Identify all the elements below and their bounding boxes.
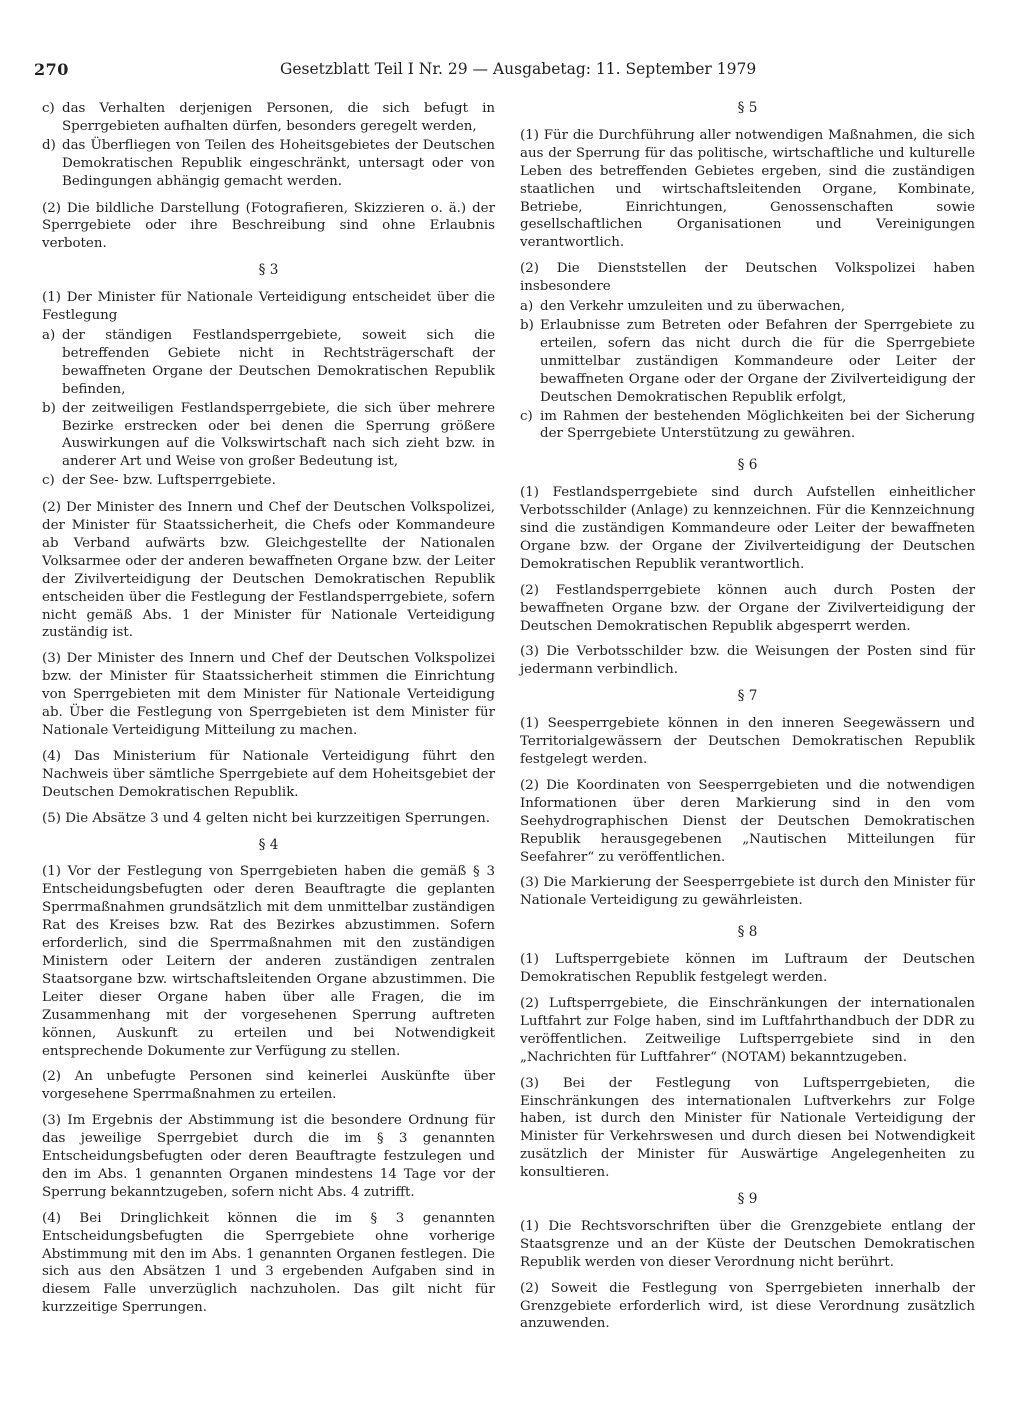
list-item-text: der ständigen Festlandsperrgebiete, soweit sich die betreffenden Gebiete nicht in Rechtsträgerschaft der bewaffneten Organe der Deutschen Demokratischen Republik befinden, xyxy=(62,327,495,397)
left-column xyxy=(42,100,495,1325)
section-heading-8: § 8 xyxy=(737,924,758,941)
paragraph: (2) Soweit die Festlegung von Sperrgebieten innerhalb der Grenzgebiete erforderlich wird, ist diese Verordnung zusätzlich anzuwenden. xyxy=(520,1280,975,1332)
section-heading-7: § 7 xyxy=(737,688,758,705)
paragraph: (1) Vor der Festlegung von Sperrgebieten haben die gemäß § 3 Entscheidungsbefugten oder deren Beauftragte die geplanten Sperrmaßnahmen grundsätzlich mit dem unmittelbar zuständigen Rat des Kreises bzw. Rat des Bezirkes abzustimmen. Sofern erforderlich, sind die Sperrmaßnahmen mit den zuständigen Ministern oder Leitern der anderen zuständigen zentralen Staatsorgane bzw. wirtschaftsleitenden Organe abzustimmen. Die Leiter dieser Organe haben über alle Fragen, die im Zusammenhang mit der vorgesehenen Sperrung auftreten können, Auskunft zu erteilen und bei Notwendigkeit entsprechende Dokumente zur Verfügung zu stellen. xyxy=(42,864,495,1059)
right-column xyxy=(520,100,975,1341)
paragraph: (3) Die Markierung der Seesperrgebiete ist durch den Minister für Nationale Verteidigung zu gewährleisten. xyxy=(520,875,975,909)
list-item-label: d) xyxy=(42,137,56,153)
list-item-text: Erlaubnisse zum Betreten oder Befahren der Sperrgebiete zu erteilen, sofern das nicht durch die für die Sperrgebiete unmittelbar zuständigen Kommandeure oder Leiter der bewaffneten Organe oder der Organe der Zivilverteidigung der Deutschen Demokratischen Republik erfolgt, xyxy=(540,317,975,405)
paragraph: (2) Die bildliche Darstellung (Fotografieren, Skizzieren o. ä.) der Sperrgebiete oder ihre Beschreibung sind ohne Erlaubnis verboten. xyxy=(42,200,495,252)
page-header xyxy=(30,60,760,86)
section-heading-6: § 6 xyxy=(737,457,758,474)
paragraph: (1) Festlandsperrgebiete sind durch Aufstellen einheitlicher Verbotsschilder (Anlage) zu kennzeichnen. Für die Kennzeichnung sind die zuständigen Kommandeure oder Leiter der bewaffneten Organe bzw. der Organe der Zivilverteidigung der Deutschen Demokratischen Republik verantwortlich. xyxy=(520,485,975,572)
section-heading-9: § 9 xyxy=(737,1191,758,1208)
paragraph: (1) Luftsperrgebiete können im Luftraum der Deutschen Demokratischen Republik festgelegt werden. xyxy=(520,952,975,986)
section-heading-3: § 3 xyxy=(258,262,279,279)
list-item xyxy=(42,137,495,191)
paragraph: (3) Die Verbotsschilder bzw. die Weisungen der Posten sind für jedermann verbindlich. xyxy=(520,644,975,678)
paragraph: (2) Festlandsperrgebiete können auch durch Posten der bewaffneten Organe bzw. der Organe der Zivilverteidigung der Deutschen Demokratischen Republik abgesperrt werden. xyxy=(520,582,975,634)
list-item xyxy=(42,400,495,472)
paragraph: (4) Bei Dringlichkeit können die im § 3 genannten Entscheidungsbefugten die Sperrgebiete ohne vorherige Abstimmung mit den im Abs. 1 genannten Organen festlegen. Die sich aus den Absätzen 1 und 3 ergebenden Aufgaben sind in diesem Falle unverzüglich nachzuholen. Das gilt nicht für kurzzeitige Sperrungen. xyxy=(42,1210,495,1316)
paragraph: (2) Der Minister des Innern und Chef der Deutschen Volkspolizei, der Minister für Staatssicherheit, die Chefs oder Kommandeure ab Verband aufwärts bzw. Gleichgestellte der Nationalen Volksarmee oder der anderen bewaffneten Organe bzw. der Leiter der Zivilverteidigung der Deutschen Demokratischen Republik entscheiden über die Festlegung der Festlandsperrgebiete, sofern nicht gemäß Abs. 1 der Minister für Nationale Verteidigung zuständig ist. xyxy=(42,500,495,641)
column-divider xyxy=(507,100,508,1380)
list-item-label: b) xyxy=(42,400,56,416)
paragraph: (2) Die Koordinaten von Seesperrgebieten und die notwendigen Informationen über deren Markierung sind in den vom Seehydrographischen Dienst der Deutschen Demokratischen Republik herausgegebenen „Nautischen Mitteilungen für Seefahrer“ zu veröffentlichen. xyxy=(520,777,975,865)
list-item-text: das Verhalten derjenigen Personen, die sich befugt in Sperrgebieten aufhalten dürfen, besonders geregelt werden, xyxy=(62,101,495,134)
paragraph: (3) Der Minister des Innern und Chef der Deutschen Volkspolizei bzw. der Minister für Staatssicherheit stimmen die Einrichtung von Sperrgebieten mit dem Minister für Nationale Verteidigung ab. Über die Festlegung von Sperrgebieten ist dem Minister für Nationale Verteidigung Mitteilung zu machen. xyxy=(42,651,495,738)
paragraph: (1) Seesperrgebiete können in den inneren Seegewässern und Territorialgewässern der Deutschen Demokratischen Republik festgelegt werden. xyxy=(520,716,975,767)
paragraph: (3) Im Ergebnis der Abstimmung ist die besondere Ordnung für das jeweilige Sperrgebiet durch die im § 3 genannten Entscheidungsbefugten oder deren Beauftragte festzulegen und den im Abs. 1 genannten Organen mindestens 14 Tage vor der Sperrung bekanntzugeben, sofern nicht Abs. 4 zutrifft. xyxy=(42,1113,495,1200)
section-heading-4: § 4 xyxy=(258,836,279,853)
running-header-title: Gesetzblatt Teil I Nr. 29 — Ausgabetag: 11. September 1979 xyxy=(280,60,757,78)
list-item xyxy=(42,472,495,490)
section-heading-5: § 5 xyxy=(737,100,758,116)
paragraph: (2) An unbefugte Personen sind keinerlei Auskünfte über vorgesehene Sperrmaßnahmen zu erteilen. xyxy=(42,1069,495,1103)
paragraph: (2) Luftsperrgebiete, die Einschränkungen der internationalen Luftfahrt zur Folge haben, sind im Luftfahrthandbuch der DDR zu veröffentlichen. Zeitweilige Luftsperrgebiete sind in den „Nachrichten für Luftfahrer“ (NOTAM) bekanntzugeben. xyxy=(520,995,975,1065)
list-item xyxy=(520,298,975,316)
list-item xyxy=(520,408,975,444)
list-item-label: c) xyxy=(42,473,55,489)
list-item-label: a) xyxy=(42,327,56,343)
paragraph: (3) Bei der Festlegung von Luftsperrgebieten, die Einschränkungen des internationalen Luftverkehrs zur Folge haben, ist durch den Minister für Nationale Verteidigung der Minister für Verkehrswesen und durch diesen bei Notwendigkeit zusätzlich der Minister für Auswärtige Angelegenheiten zu konsultieren. xyxy=(520,1075,975,1181)
list-item xyxy=(42,100,495,136)
paragraph: (1) Die Rechtsvorschriften über die Grenzgebiete entlang der Staatsgrenze und an der Küste der Deutschen Demokratischen Republik werden von dieser Verordnung nicht berührt. xyxy=(520,1218,975,1270)
page-number: 270 xyxy=(34,60,69,79)
list-item-text: den Verkehr umzuleiten und zu überwachen, xyxy=(540,299,846,315)
list-item-label: b) xyxy=(520,317,534,333)
list-item-text: im Rahmen der bestehenden Möglichkeiten bei der Sicherung der Sperrgebiete Unterstützung zu gewähren. xyxy=(540,408,975,442)
list-item-label: a) xyxy=(520,299,534,315)
paragraph: (1) Für die Durchführung aller notwendigen Maßnahmen, die sich aus der Sperrung für das politische, wirtschaftliche und kulturelle Leben des betreffenden Gebietes ergeben, sind die zuständigen staatlichen und wirtschaftsleitenden Organe, Kombinate, Betriebe, Einrichtungen, Genossenschaften sowie gesellschaftlichen Organisationen und Vereinigungen verantwortlich. xyxy=(520,127,975,251)
list-item-text: das Überfliegen von Teilen des Hoheitsgebietes der Deutschen Demokratischen Republik eingeschränkt, untersagt oder von Bedingungen abhängig gemacht werden. xyxy=(62,137,495,189)
paragraph: (5) Die Absätze 3 und 4 gelten nicht bei kurzzeitigen Sperrungen. xyxy=(42,810,491,826)
list-item-text: der See- bzw. Luftsperrgebiete. xyxy=(62,473,276,489)
paragraph: (2) Die Dienststellen der Deutschen Volkspolizei haben insbesondere xyxy=(520,261,975,295)
list-item-label: c) xyxy=(42,101,55,116)
list-item-label: c) xyxy=(520,408,533,424)
list-item xyxy=(520,317,975,407)
paragraph: (4) Das Ministerium für Nationale Verteidigung führt den Nachweis über sämtliche Sperrgebiete auf dem Hoheitsgebiet der Deutschen Demokratischen Republik. xyxy=(42,748,495,800)
list-item-text: der zeitweiligen Festlandsperrgebiete, die sich über mehrere Bezirke erstrecken oder bei denen die Sperrung größere Auswirkungen auf die Volkswirtschaft nach sich zieht bzw. in anderer Art und Weise von großer Bedeutung ist, xyxy=(62,400,495,470)
paragraph: (1) Der Minister für Nationale Verteidigung entscheidet über die Festlegung xyxy=(42,290,495,324)
list-item xyxy=(42,327,495,399)
